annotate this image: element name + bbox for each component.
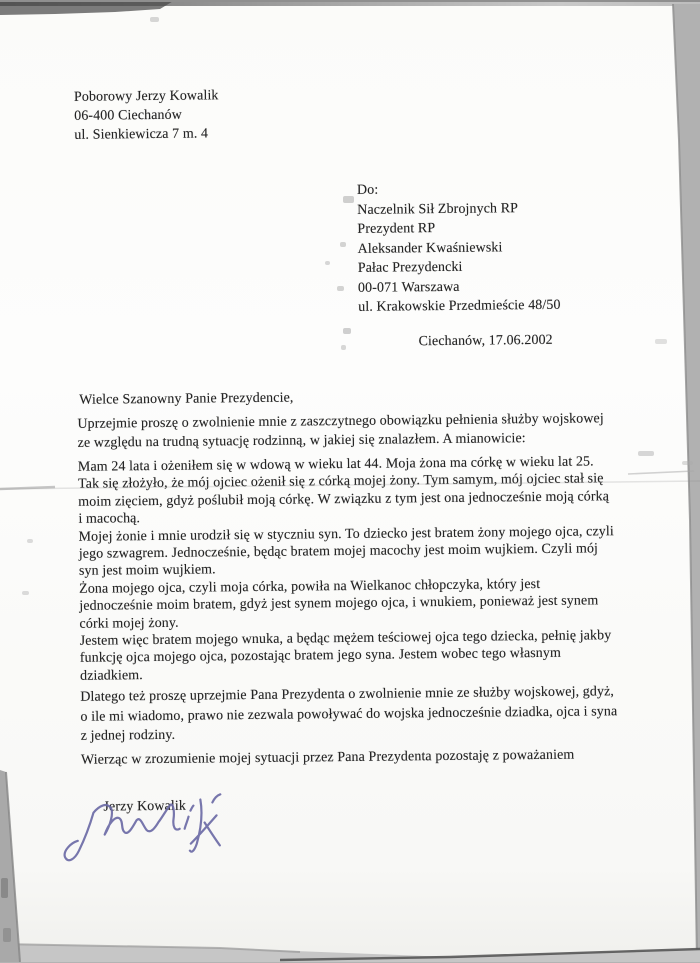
typed-signature-name: Jerzy Kowalik (103, 798, 187, 815)
salutation: Wielce Szanowny Panie Prezydencie, (79, 390, 294, 408)
sender-address: Poborowy Jerzy Kowalik 06-400 Ciechanów ul. Sienkiewicza 7 m. 4 (73, 88, 219, 143)
handwritten-signature (53, 790, 284, 872)
closing-line: Wierząc w zrozumienie mojej sytuacji przez Pana Prezydenta pozostaję z poważaniem (80, 747, 575, 768)
body-paragraph-3: Dlatego też proszę uprzejmie Pana Prezydenta o zwolnienie mnie ze służby wojskowej, gdyż, o ile mi wiadomo, prawo nie zezwala powoływać do wojska jednocześnie dziadka, ojca i syna z jednej rodziny. (80, 684, 618, 744)
recipient-address: Do: Naczelnik Sił Zbrojnych RP Prezydent RP Aleksander Kwaśniewski Pałac Prezydencki 00-071 Warszawa ul. Krakowskie Przedmieście 48/50 (356, 182, 561, 315)
body-paragraph-1: Uprzejmie proszę o zwolnienie mnie z zaszczytnego obowiązku pełnienia służby wojskowej ze względu na trudną sytuację rodzinną, w jakiej się znalazłem. A mianowicie: (77, 411, 604, 451)
handwritten-signature-path (64, 794, 221, 860)
date-line: Ciechanów, 17.06.2002 (418, 332, 553, 350)
body-paragraph-2: Mam 24 lata i ożeniłem się w wdową w wieku lat 44. Moja żona ma córkę w wieku lat 25. Tak się złożyło, że mój ojciec ożenił się z córką mojej żony. Tym samym, mój ojciec stał się moim zięciem, gdyż poślubił moją córkę. W związku z tym jest ona jednocześnie moją córką i macochą. Mojej żonie i mnie urodził się w styczniu syn. To dziecko jest bratem żony mojego ojca, czyli jego szwagrem. Jednocześnie, będąc bratem mojej macochy jest moim wujkiem. Czyli mój syn jest moim wujkiem. Żona mojego ojca, czyli moja córka, powiła na Wielkanoc chłopczyka, który jest jednocześnie moim bratem, gdyż jest synem mojego ojca, i wnukiem, ponieważ jest synem córki mojej żony. Jestem więc bratem mojego wnuka, a będąc mężem teściowej ojca tego dziecka, pełnię jakby funkcję ojca mojego ojca, pozostając bratem jego syna. Jestem wobec tego własnym dziadkiem. (77, 454, 614, 684)
